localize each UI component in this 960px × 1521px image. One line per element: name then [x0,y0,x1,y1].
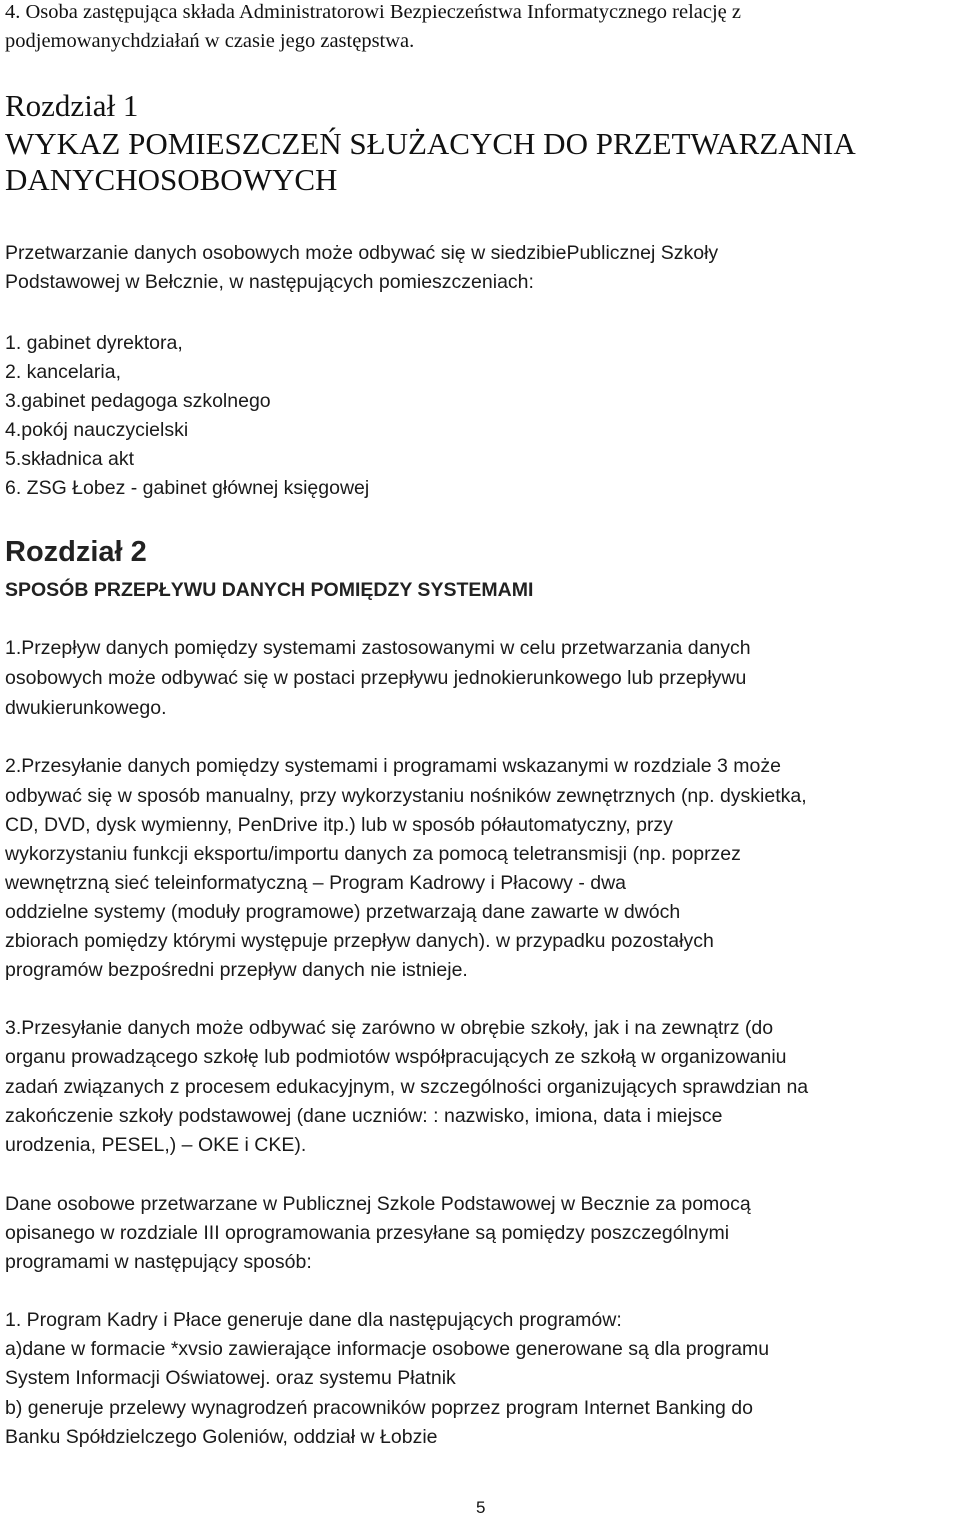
room-list-item: 3.gabinet pedagoga szkolnego [5,390,271,412]
chapter-1-title: Rozdział 1 [5,88,139,123]
paragraph-line: b) generuje przelewy wynagrodzeń pracowników poprzez program Internet Banking do [5,1397,753,1419]
paragraph-line: programami w następujący sposób: [5,1251,312,1273]
chapter-2-title: Rozdział 2 [5,536,147,568]
chapter-1-subtitle-line: DANYCHOSOBOWYCH [5,162,338,197]
intro-line: 4. Osoba zastępująca składa Administratorowi Bezpieczeństwa Informatycznego relację z [5,1,741,23]
chapter-1-subtitle-line: WYKAZ POMIESZCZEŃ SŁUŻACYCH DO PRZETWARZANIA [5,126,856,161]
chapter-1-intro-line: Przetwarzanie danych osobowych może odbywać się w siedzibiePublicznej Szkoły [5,242,719,264]
paragraph-line: dwukierunkowego. [5,697,167,719]
paragraph-line: opisanego w rozdziale III oprogramowania przesyłane są pomiędzy poszczególnymi [5,1222,730,1244]
intro-line: podjemowanychdziałań w czasie jego zastępstwa. [5,30,415,52]
paragraph-line: urodzenia, PESEL,) – OKE i CKE). [5,1134,307,1156]
room-list-item: 4.pokój nauczycielski [5,419,189,441]
paragraph-line: 3.Przesyłanie danych może odbywać się zarówno w obrębie szkoły, jak i na zewnątrz (do [5,1017,774,1039]
paragraph-line: zbiorach pomiędzy którymi występuje przepływ danych). w przypadku pozostałych [5,930,714,952]
paragraph-line: 1.Przepływ danych pomiędzy systemami zastosowanymi w celu przetwarzania danych [5,637,751,659]
paragraph-line: oddzielne systemy (moduły programowe) przetwarzają dane zawarte w dwóch [5,901,681,923]
room-list-item: 6. ZSG Łobez - gabinet głównej księgowej [5,477,370,499]
paragraph-line: wykorzystaniu funkcji eksportu/importu danych za pomocą teletransmisji (np. poprzez [5,843,741,865]
paragraph-line: CD, DVD, dysk wymienny, PenDrive itp.) lub w sposób półautomatyczny, przy [5,814,673,836]
room-list-item: 1. gabinet dyrektora, [5,332,183,354]
paragraph-line: wewnętrzną sieć teleinformatyczną – Program Kadrowy i Płacowy - dwa [5,872,627,894]
paragraph-line: odbywać się w sposób manualny, przy wykorzystaniu nośników zewnętrznych (np. dyskietka, [5,785,807,807]
paragraph-line: zakończenie szkoły podstawowej (dane uczniów: : nazwisko, imiona, data i miejsce [5,1105,723,1127]
paragraph-line: 2.Przesyłanie danych pomiędzy systemami i programami wskazanymi w rozdziale 3 może [5,755,781,777]
paragraph-line: a)dane w formacie *xvsio zawierające informacje osobowe generowane są dla programu [5,1338,770,1360]
page-number: 5 [476,1498,486,1517]
paragraph-line: programów bezpośredni przepływ danych nie istnieje. [5,959,468,981]
chapter-2-subtitle: SPOSÓB PRZEPŁYWU DANYCH POMIĘDZY SYSTEMAMI [5,579,534,601]
chapter-1-intro-line: Podstawowej w Bełcznie, w następujących pomieszczeniach: [5,271,534,293]
paragraph-line: organu prowadzącego szkołę lub podmiotów współpracujących ze szkołą w organizowaniu [5,1046,787,1068]
paragraph-line: osobowych może odbywać się w postaci przepływu jednokierunkowego lub przepływu [5,667,747,689]
room-list-item: 2. kancelaria, [5,361,121,383]
paragraph-line: System Informacji Oświatowej. oraz systemu Płatnik [5,1367,456,1389]
paragraph-line: Banku Spółdzielczego Goleniów, oddział w Łobzie [5,1426,438,1448]
paragraph-line: zadań związanych z procesem edukacyjnym, w szczególności organizujących sprawdzian na [5,1076,809,1098]
paragraph-line: Dane osobowe przetwarzane w Publicznej Szkole Podstawowej w Becznie za pomocą [5,1193,751,1215]
paragraph-line: 1. Program Kadry i Płace generuje dane dla następujących programów: [5,1309,622,1331]
room-list-item: 5.składnica akt [5,448,134,470]
